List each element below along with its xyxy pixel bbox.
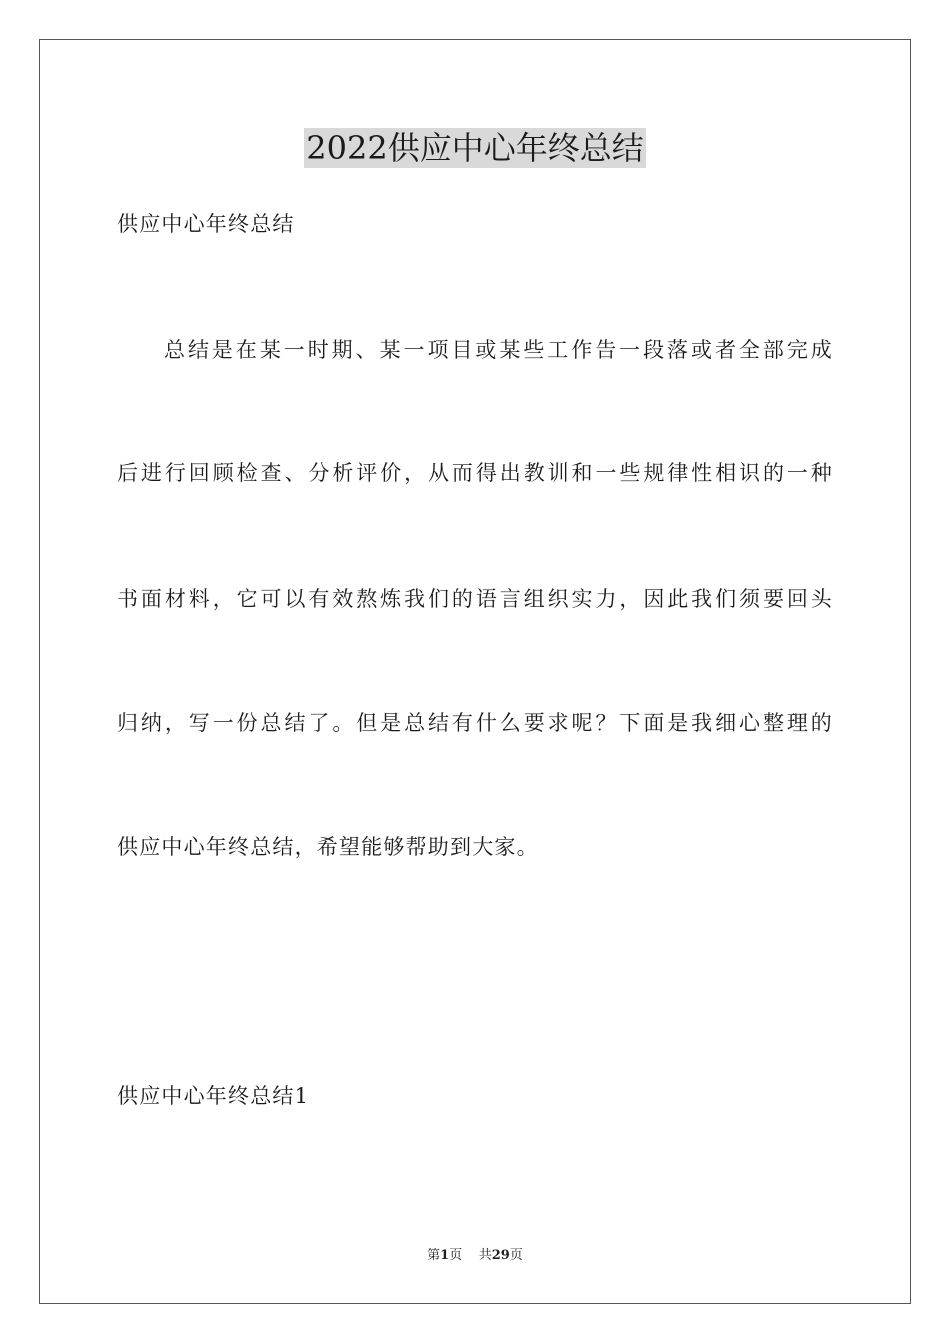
section-heading: 供应中心年终总结1 [117, 1084, 310, 1108]
footer-total-suffix: 页 [509, 1248, 523, 1263]
paragraph-line: 书面材料，它可以有效熬炼我们的语言组织实力，因此我们须要回头 [117, 587, 833, 611]
paragraph-line: 总结是在某一时期、某一项目或某些工作告一段落或者全部完成 [164, 338, 833, 362]
footer-page-prefix: 第 [427, 1248, 441, 1263]
paragraph-line: 后进行回顾检查、分析评价，从而得出教训和一些规律性相识的一种 [117, 461, 833, 485]
document-title [0, 128, 950, 176]
document-subtitle: 供应中心年终总结 [117, 212, 295, 236]
page-footer [0, 1247, 950, 1265]
footer-total-prefix: 共 [478, 1248, 492, 1263]
paragraph-line: 归纳，写一份总结了。但是总结有什么要求呢？下面是我细心整理的 [117, 711, 833, 735]
footer-page-suffix: 页 [449, 1248, 463, 1263]
paragraph-line: 供应中心年终总结，希望能够帮助到大家。 [117, 835, 539, 859]
document-title-text: 2022供应中心年终总结 [306, 129, 644, 167]
footer-page-number: 1 [440, 1248, 450, 1263]
footer-total-pages: 29 [491, 1248, 510, 1263]
